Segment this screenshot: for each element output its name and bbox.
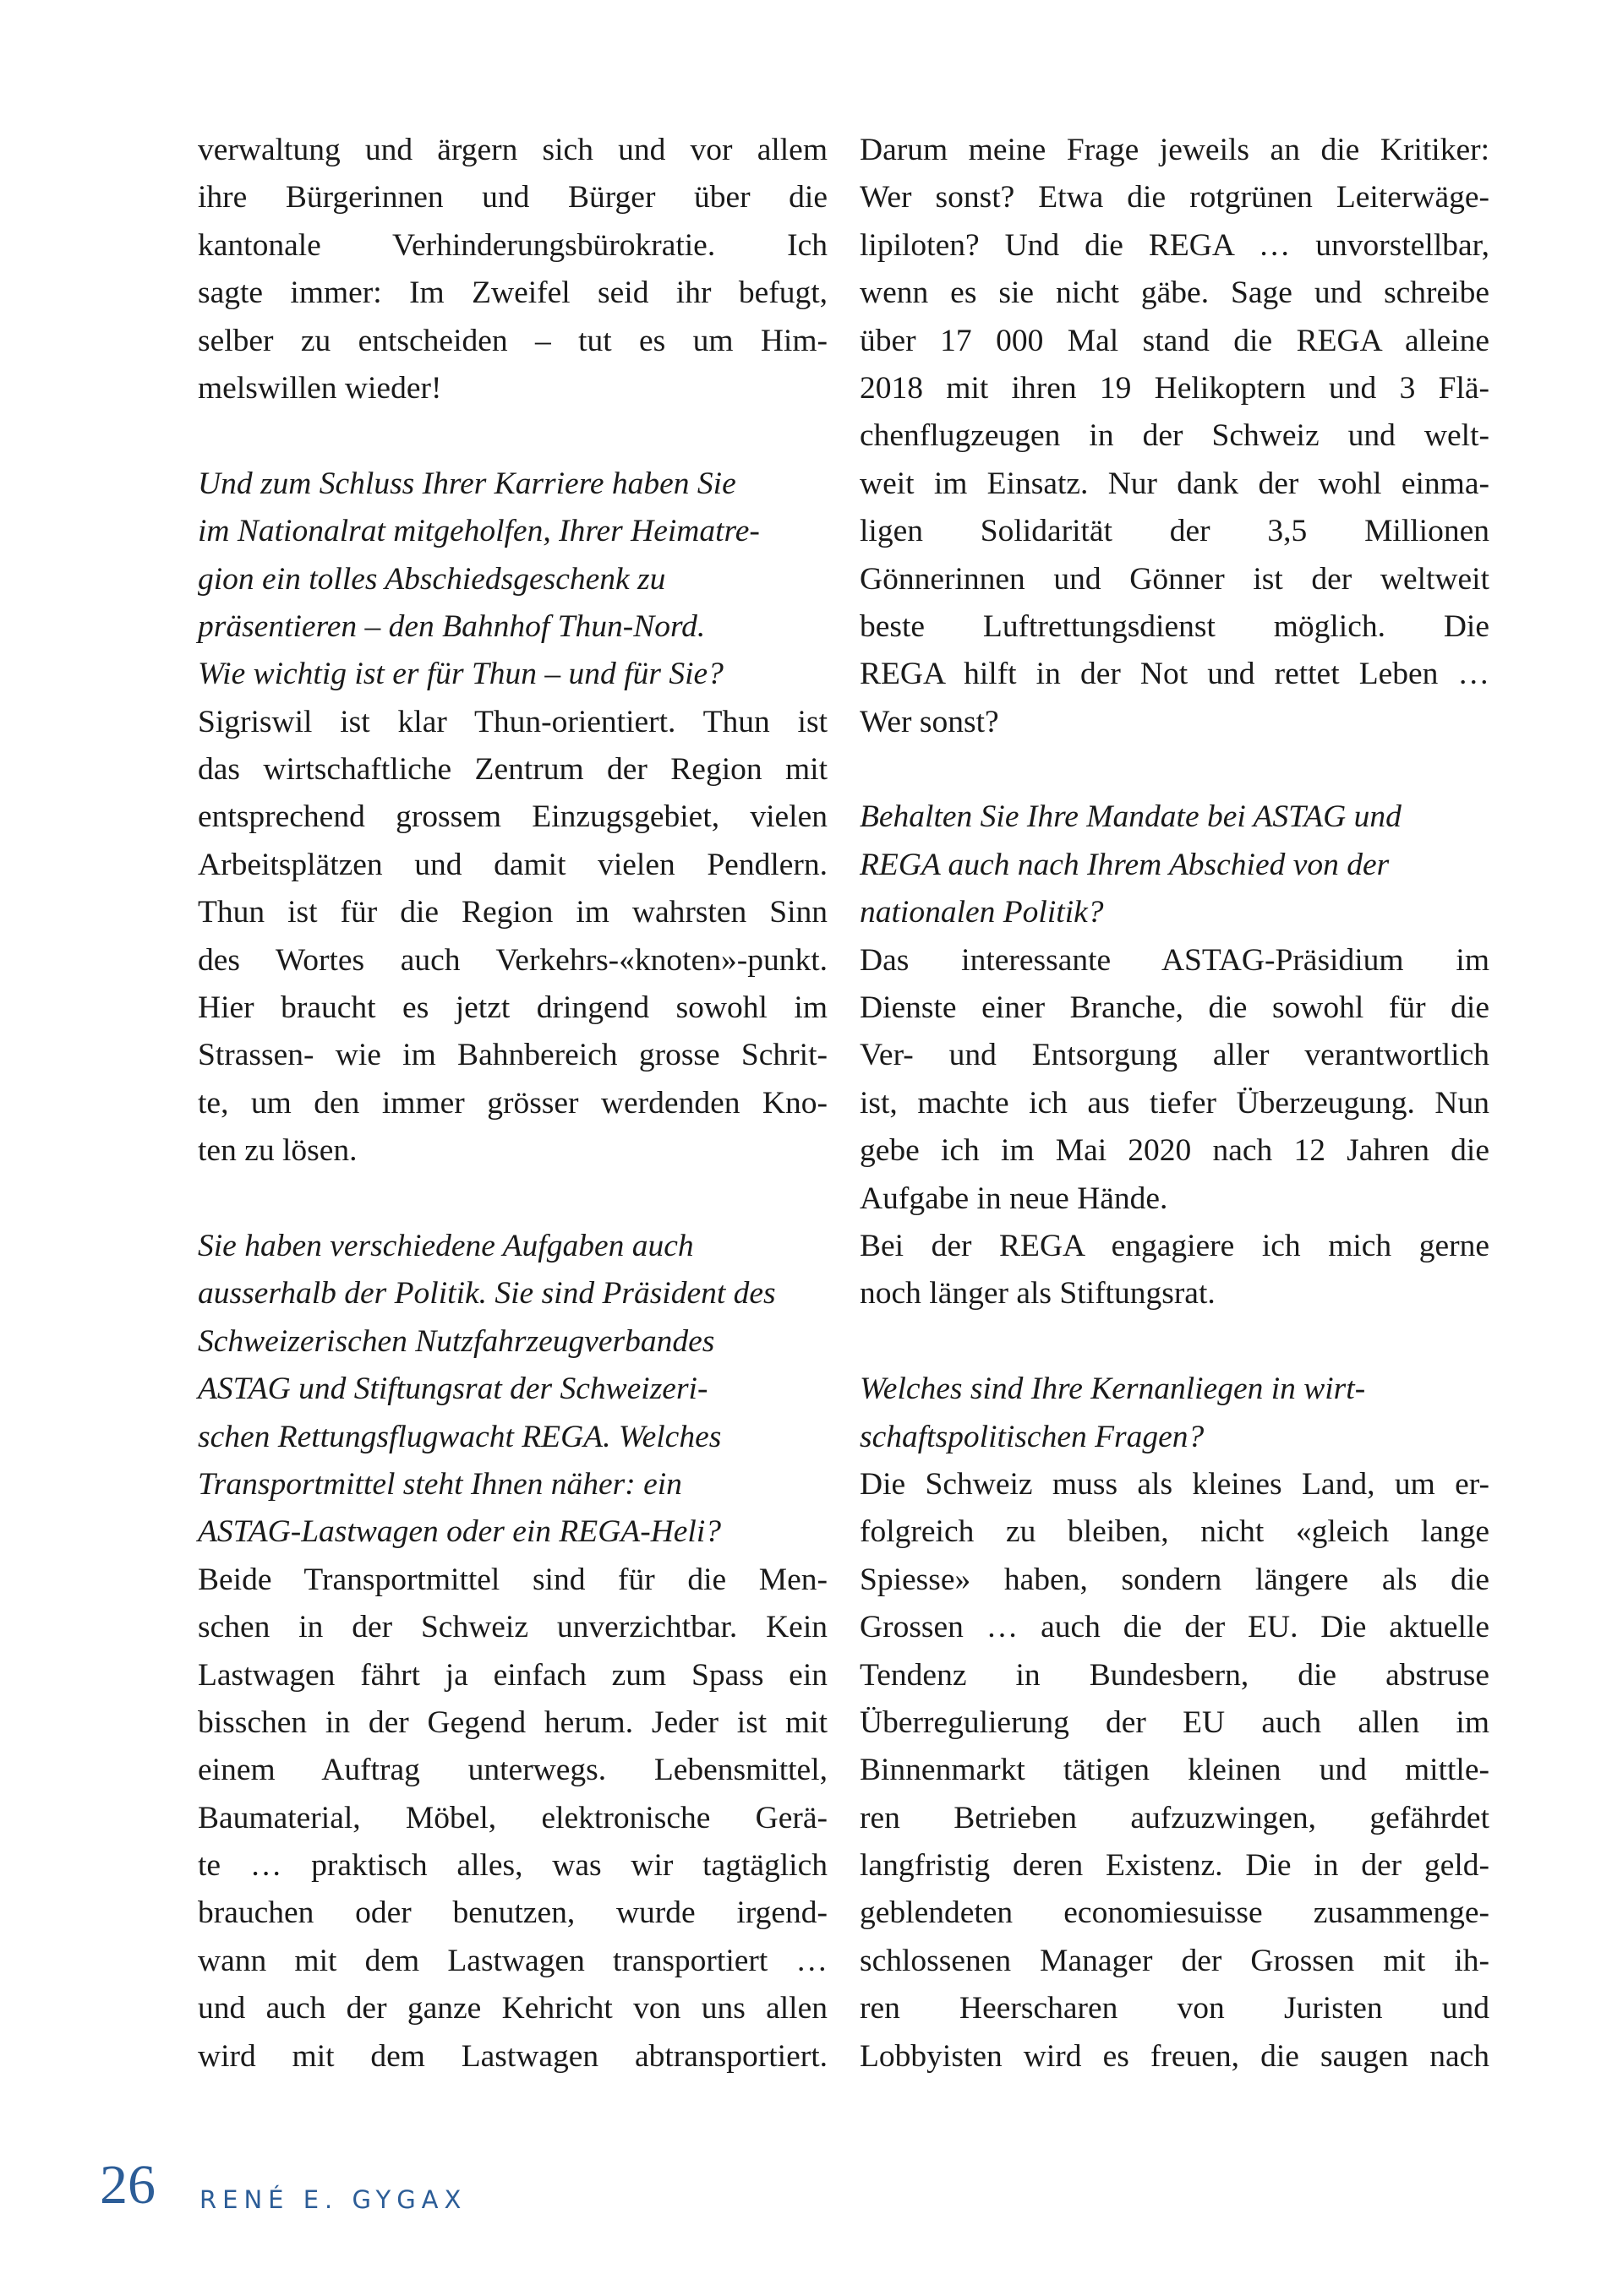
text-line: 2018 mit ihren 19 Helikoptern und 3 Flä- — [860, 370, 1489, 406]
text-line: melswillen wieder! — [198, 370, 442, 406]
text-line: Lobbyisten wird es freuen, die saugen nach — [860, 2038, 1489, 2074]
running-footer-author: RENÉ E. GYGAX — [199, 2185, 467, 2214]
text-line: lipiloten? Und die REGA … unvorstellbar, — [860, 227, 1489, 263]
interview-question — [860, 1366, 1489, 1461]
interview-question — [198, 461, 828, 699]
text-line: REGA hilft in der Not und rettet Leben … — [860, 657, 1489, 692]
text-line: Welches sind Ihre Kernanliegen in wirt- — [860, 1372, 1366, 1407]
paragraph-gap — [198, 1175, 828, 1223]
text-line: Wer sonst? Etwa die rotgrünen Leiterwäge- — [860, 180, 1489, 215]
text-line: Binnenmarkt tätigen kleinen und mittle- — [860, 1753, 1489, 1788]
text-line: entsprechend grossem Einzugsgebiet, vielen — [198, 799, 828, 835]
text-line: Aufgabe in neue Hände. — [860, 1181, 1168, 1216]
text-line: präsentieren – den Bahnhof Thun-Nord. — [198, 608, 706, 644]
text-line: folgreich zu bleiben, nicht «gleich lange — [860, 1514, 1489, 1550]
text-line: Spiesse» haben, sondern längere als die — [860, 1562, 1489, 1597]
text-line: Beide Transportmittel sind für die Men- — [198, 1562, 828, 1597]
text-line: Darum meine Frage jeweils an die Kritiker: — [860, 133, 1489, 167]
text-line: Wie wichtig ist er für Thun – und für Sie? — [198, 657, 724, 692]
text-line: chenflugzeugen in der Schweiz und welt- — [860, 418, 1489, 454]
text-line: im Nationalrat mitgeholfen, Ihrer Heimatre- — [198, 514, 760, 549]
answer-paragraph — [860, 937, 1489, 1223]
text-line: schlossenen Manager der Grossen mit ih- — [860, 1943, 1489, 1978]
text-line: ligen Solidarität der 3,5 Millionen — [860, 514, 1489, 549]
text-line: Die Schweiz muss als kleines Land, um er- — [860, 1466, 1489, 1502]
text-line: Sigriswil ist klar Thun-orientiert. Thun ist — [198, 704, 828, 739]
text-line: Ver- und Entsorgung aller verantwortlich — [860, 1038, 1489, 1073]
paragraph-gap — [860, 746, 1489, 794]
text-line: Wer sonst? — [860, 704, 999, 739]
text-line: Baumaterial, Möbel, elektronische Gerä- — [198, 1800, 828, 1835]
text-line: langfristig deren Existenz. Die in der geld- — [860, 1848, 1489, 1884]
text-line: Behalten Sie Ihre Mandate bei ASTAG und — [860, 799, 1402, 835]
text-line: Dienste einer Branche, die sowohl für die — [860, 990, 1489, 1026]
text-line: selber zu entscheiden – tut es um Him- — [198, 323, 828, 358]
text-line: Sie haben verschiedene Aufgaben auch — [198, 1228, 694, 1263]
text-line: kantonale Verhinderungsbürokratie. Ich — [198, 227, 828, 263]
text-line: nationalen Politik? — [860, 895, 1104, 930]
interview-question — [198, 1223, 828, 1557]
text-line: wann mit dem Lastwagen transportiert … — [198, 1943, 828, 1978]
text-line: bisschen in der Gegend herum. Jeder ist mit — [198, 1704, 828, 1740]
text-line: noch länger als Stiftungsrat. — [860, 1276, 1216, 1312]
text-line: wenn es sie nicht gäbe. Sage und schreibe — [860, 275, 1489, 311]
text-line: ten zu lösen. — [198, 1133, 358, 1169]
text-line: Schweizerischen Nutzfahrzeugverbandes — [198, 1323, 715, 1359]
text-line: brauchen oder benutzen, wurde irgend- — [198, 1895, 828, 1931]
text-line: beste Luftrettungsdienst möglich. Die — [860, 608, 1489, 644]
text-line: te, um den immer grösser werdenden Kno- — [198, 1085, 828, 1121]
text-line: ASTAG und Stiftungsrat der Schweizeri- — [198, 1372, 708, 1407]
text-line: ren Betrieben aufzuzwingen, gefährdet — [860, 1800, 1489, 1835]
text-line: verwaltung und ärgern sich und vor allem — [198, 133, 828, 167]
text-line: Arbeitsplätzen und damit vielen Pendlern. — [198, 847, 828, 882]
interview-question — [860, 794, 1489, 936]
text-line: Thun ist für die Region im wahrsten Sinn — [198, 895, 828, 930]
answer-paragraph — [198, 699, 828, 1175]
text-line: sagte immer: Im Zweifel seid ihr befugt, — [198, 275, 828, 311]
text-line: REGA auch nach Ihrem Abschied von der — [860, 847, 1390, 882]
text-line: ren Heerscharen von Juristen und — [860, 1991, 1489, 2026]
text-column-right — [860, 127, 1489, 2081]
answer-paragraph — [860, 1461, 1489, 2081]
text-line: einem Auftrag unterwegs. Lebensmittel, — [198, 1753, 828, 1788]
text-line: ist, machte ich aus tiefer Überzeugung. Nun — [860, 1085, 1489, 1121]
text-line: schen Rettungsflugwacht REGA. Welches — [198, 1419, 722, 1454]
text-line: gion ein tolles Abschiedsgeschenk zu — [198, 561, 666, 597]
text-line: weit im Einsatz. Nur dank der wohl einma- — [860, 466, 1489, 501]
text-line: Hier braucht es jetzt dringend sowohl im — [198, 990, 828, 1026]
text-line: das wirtschaftliche Zentrum der Region mit — [198, 752, 828, 788]
text-line: ausserhalb der Politik. Sie sind Präsident des — [198, 1276, 776, 1312]
text-line: wird mit dem Lastwagen abtransportiert. — [198, 2038, 828, 2074]
text-line: Strassen- wie im Bahnbereich grosse Schrit- — [198, 1038, 828, 1073]
text-line: te … praktisch alles, was wir tagtäglich — [198, 1848, 828, 1884]
answer-paragraph — [860, 127, 1489, 746]
text-line: Das interessante ASTAG-Präsidium im — [860, 942, 1489, 978]
text-line: Überregulierung der EU auch allen im — [860, 1704, 1489, 1740]
text-line: gebe ich im Mai 2020 nach 12 Jahren die — [860, 1133, 1489, 1169]
text-line: Und zum Schluss Ihrer Karriere haben Sie — [198, 466, 736, 501]
answer-paragraph — [198, 1557, 828, 2081]
text-line: Transportmittel steht Ihnen näher: ein — [198, 1466, 682, 1502]
text-line: über 17 000 Mal stand die REGA alleine — [860, 323, 1489, 358]
text-line: Lastwagen fährt ja einfach zum Spass ein — [198, 1657, 828, 1693]
text-line: geblendeten economiesuisse zusammenge- — [860, 1895, 1489, 1931]
text-column-left — [198, 127, 828, 2081]
text-line: des Wortes auch Verkehrs-«knoten»-punkt. — [198, 942, 828, 978]
answer-paragraph — [860, 1223, 1489, 1318]
text-line: schaftspolitischen Fragen? — [860, 1419, 1205, 1454]
paragraph-gap — [860, 1318, 1489, 1366]
page-number: 26 — [100, 2154, 156, 2216]
text-line: ihre Bürgerinnen und Bürger über die — [198, 180, 828, 215]
text-line: ASTAG-Lastwagen oder ein REGA-Heli? — [198, 1514, 722, 1550]
text-line: Gönnerinnen und Gönner ist der weltweit — [860, 561, 1489, 597]
paragraph-gap — [198, 412, 828, 460]
text-line: Grossen … auch die der EU. Die aktuelle — [860, 1610, 1489, 1645]
text-line: und auch der ganze Kehricht von uns allen — [198, 1991, 828, 2026]
text-line: Bei der REGA engagiere ich mich gerne — [860, 1228, 1489, 1263]
text-line: Tendenz in Bundesbern, die abstruse — [860, 1657, 1489, 1693]
text-line: schen in der Schweiz unverzichtbar. Kein — [198, 1610, 828, 1645]
answer-paragraph — [198, 127, 828, 412]
